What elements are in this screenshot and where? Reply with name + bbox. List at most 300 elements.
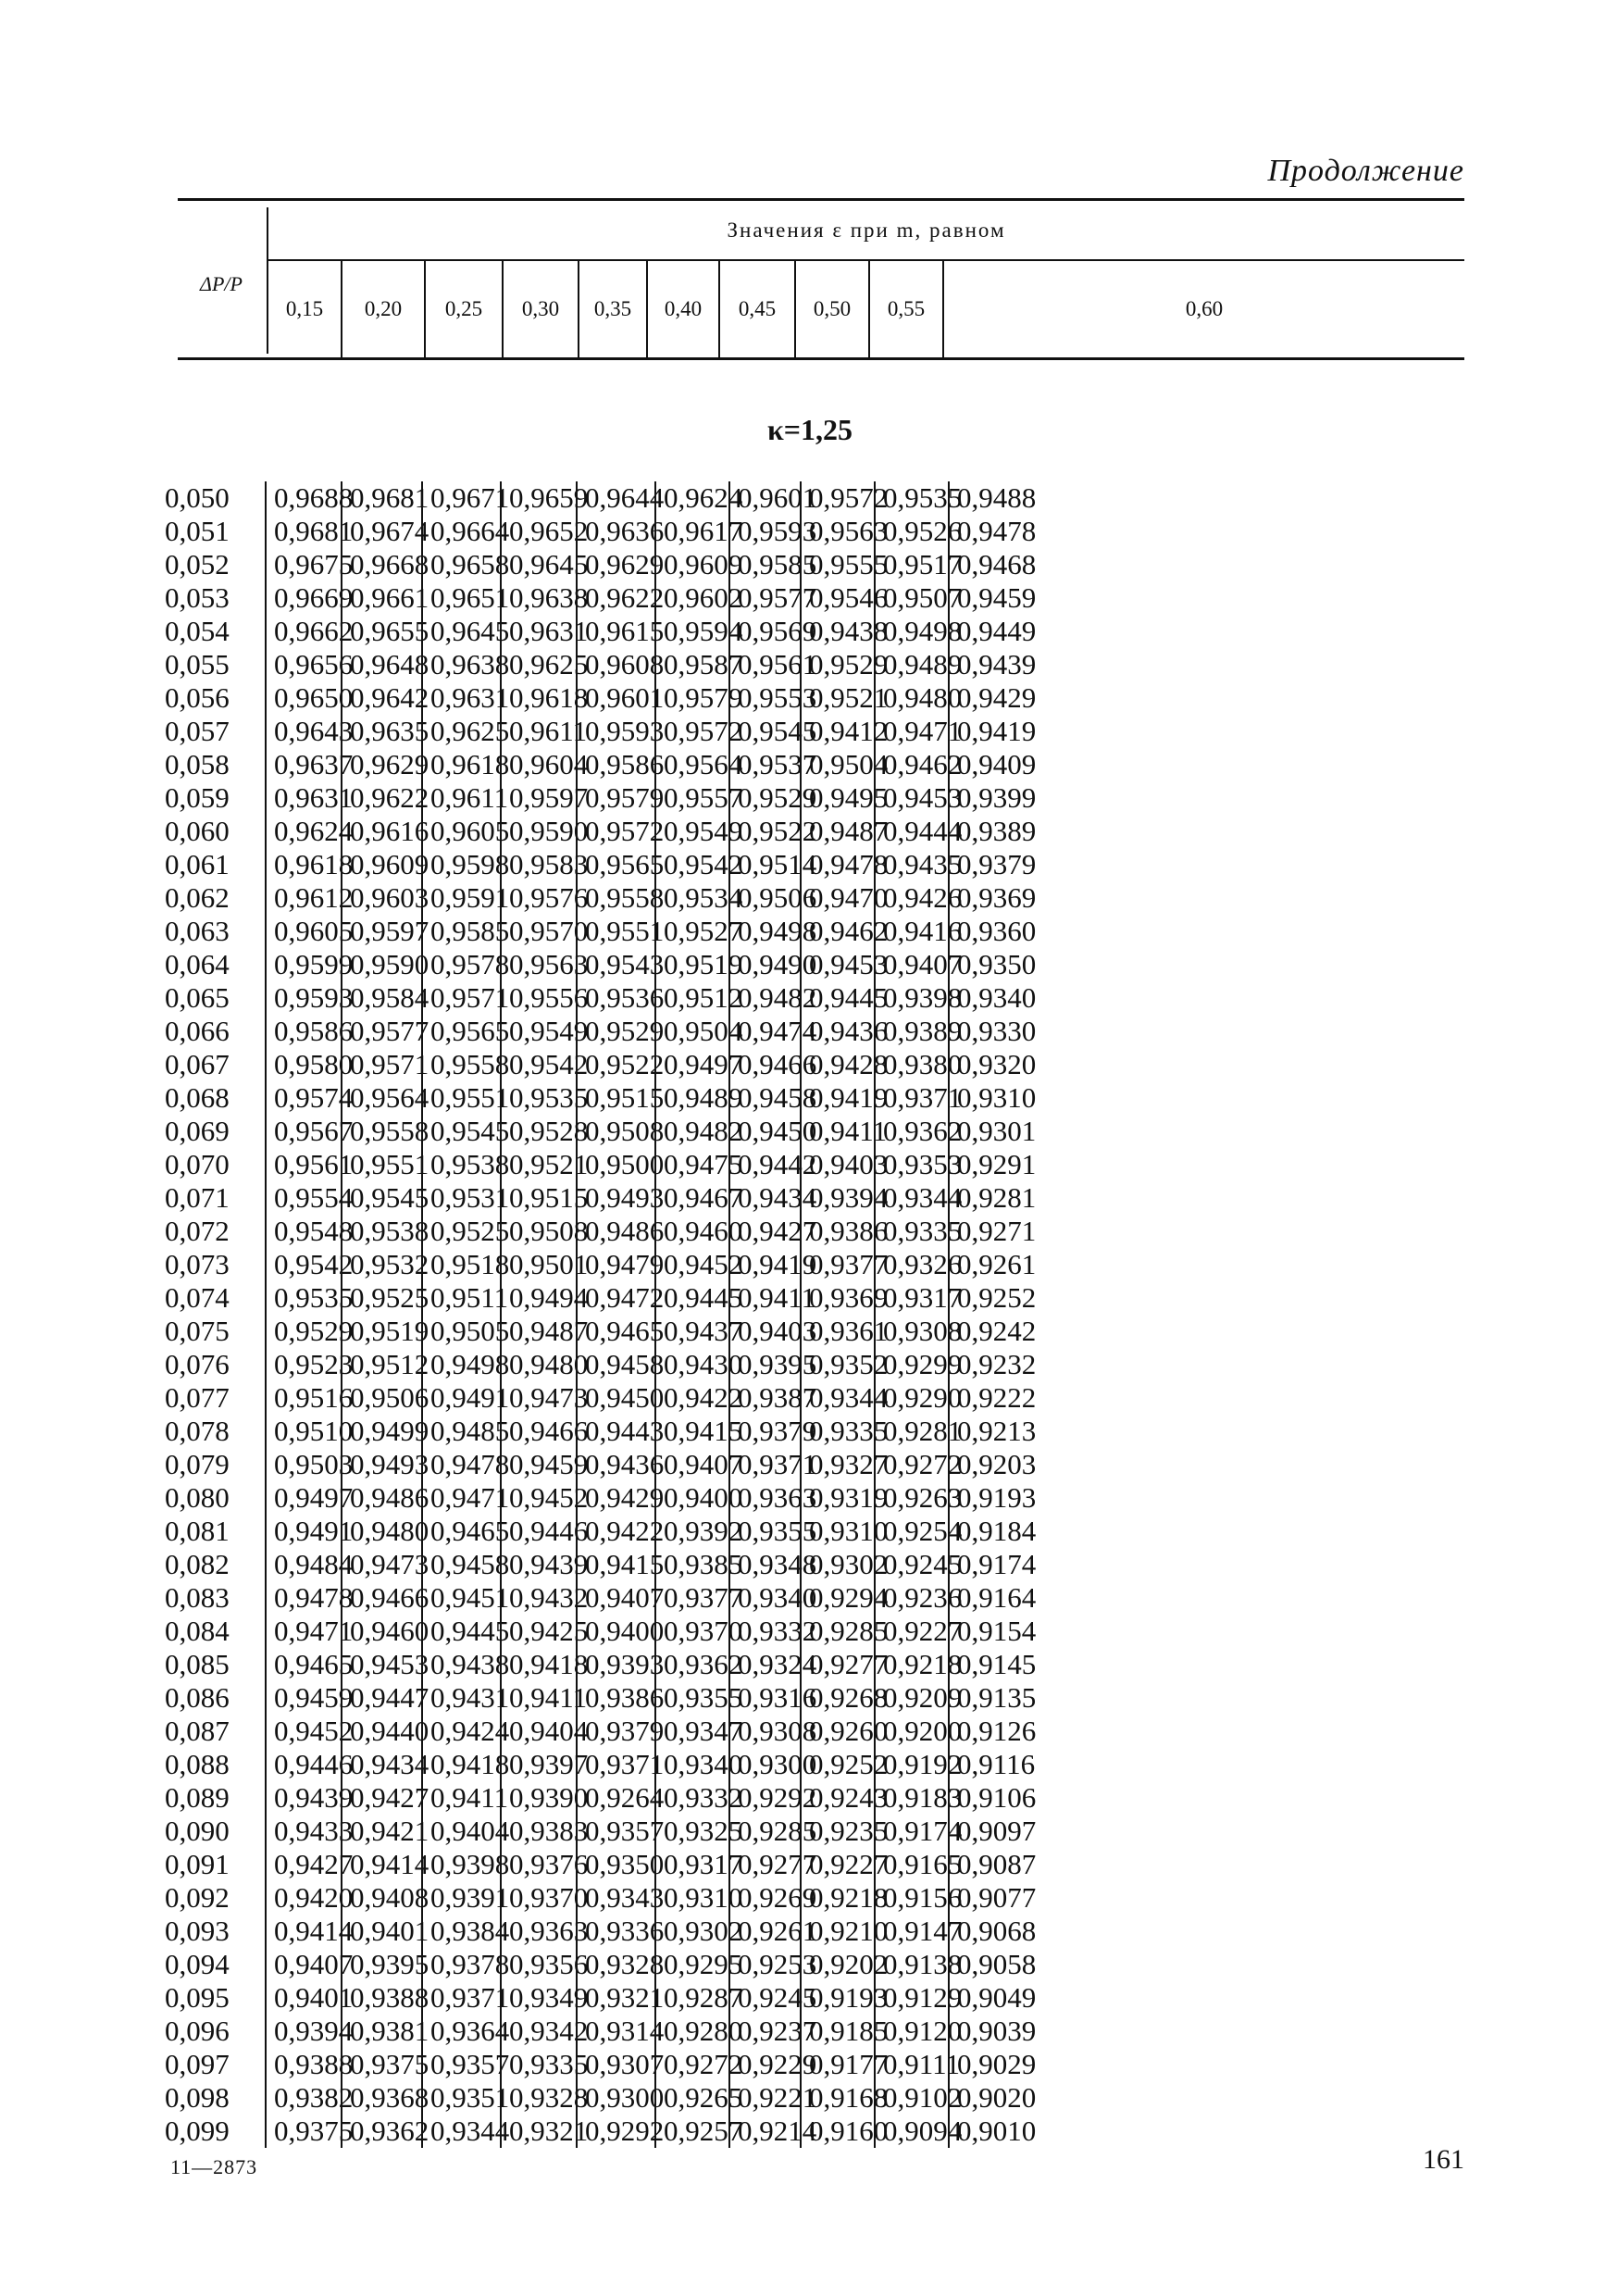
epsilon-cell: 0,9453	[341, 1648, 421, 1681]
epsilon-cell: 0,9418	[421, 1748, 500, 1781]
epsilon-cell: 0,9590	[341, 948, 421, 981]
epsilon-cell: 0,9236	[874, 1581, 948, 1615]
epsilon-cell: 0,9504	[654, 1015, 728, 1048]
column-group-caption: Значения ε при m, равном	[727, 218, 1006, 242]
epsilon-cell: 0,9418	[500, 1648, 576, 1681]
epsilon-cell: 0,9656	[265, 648, 341, 681]
epsilon-cell: 0,9310	[654, 1881, 728, 1915]
epsilon-cell: 0,9491	[265, 1515, 341, 1548]
epsilon-cell: 0,9511	[421, 1281, 500, 1315]
epsilon-cell: 0,9154	[948, 1615, 1022, 1648]
epsilon-cell: 0,9482	[654, 1115, 728, 1148]
epsilon-cell: 0,9332	[728, 1615, 800, 1648]
delta-p-cell: 0,094	[165, 1948, 230, 1980]
table-row	[163, 1581, 1464, 1615]
table-row	[163, 581, 1464, 615]
table-row	[163, 615, 1464, 648]
epsilon-cell: 0,9605	[421, 815, 500, 848]
epsilon-cell: 0,9597	[341, 915, 421, 948]
epsilon-cell: 0,9631	[500, 615, 576, 648]
epsilon-cell: 0,9394	[800, 1181, 874, 1215]
epsilon-cell: 0,9658	[421, 548, 500, 581]
epsilon-cell: 0,9675	[265, 548, 341, 581]
epsilon-cell: 0,9363	[728, 1481, 800, 1515]
epsilon-cell: 0,9542	[500, 1048, 576, 1081]
epsilon-cell: 0,9549	[500, 1015, 576, 1048]
epsilon-cell: 0,9310	[948, 1081, 1022, 1115]
table-row	[163, 1248, 1464, 1281]
epsilon-cell: 0,9411	[800, 1115, 874, 1148]
epsilon-cell: 0,9349	[500, 1981, 576, 2015]
delta-p-cell: 0,097	[165, 2048, 230, 2080]
table-row	[163, 1115, 1464, 1148]
table-row	[163, 1081, 1464, 1115]
epsilon-cell: 0,9471	[874, 715, 948, 748]
epsilon-cell: 0,9308	[874, 1315, 948, 1348]
delta-p-cell: 0,059	[165, 781, 230, 814]
epsilon-cell: 0,9542	[654, 848, 728, 881]
delta-p-cell: 0,088	[165, 1748, 230, 1780]
print-code: 11—2873	[170, 2155, 258, 2178]
epsilon-cell: 0,9500	[576, 1148, 654, 1181]
epsilon-cell: 0,9576	[500, 881, 576, 915]
epsilon-cell: 0,9587	[654, 648, 728, 681]
epsilon-cell: 0,9525	[421, 1215, 500, 1248]
epsilon-cell: 0,9380	[874, 1048, 948, 1081]
epsilon-cell: 0,9424	[421, 1715, 500, 1748]
epsilon-cell: 0,9572	[654, 715, 728, 748]
epsilon-cell: 0,9192	[874, 1748, 948, 1781]
epsilon-cell: 0,9622	[576, 581, 654, 615]
epsilon-cell: 0,9400	[654, 1481, 728, 1515]
epsilon-cell: 0,9445	[800, 981, 874, 1015]
epsilon-cell: 0,9478	[421, 1448, 500, 1481]
epsilon-cell: 0,9450	[728, 1115, 800, 1148]
epsilon-cell: 0,9489	[654, 1081, 728, 1115]
epsilon-cell: 0,9494	[500, 1281, 576, 1315]
epsilon-cell: 0,9459	[500, 1448, 576, 1481]
table-row	[163, 1981, 1464, 2015]
epsilon-cell: 0,9314	[576, 2015, 654, 2048]
epsilon-cell: 0,9355	[654, 1681, 728, 1715]
epsilon-cell: 0,9593	[576, 715, 654, 748]
epsilon-cell: 0,9497	[265, 1481, 341, 1515]
epsilon-cell: 0,9391	[421, 1881, 500, 1915]
epsilon-cell: 0,9414	[265, 1915, 341, 1948]
epsilon-cell: 0,9515	[576, 1081, 654, 1115]
m-header-cell: 0,25	[424, 261, 502, 357]
table-row	[163, 881, 1464, 915]
epsilon-cell: 0,9551	[576, 915, 654, 948]
table-row	[163, 2081, 1464, 2115]
epsilon-cell: 0,9434	[341, 1748, 421, 1781]
epsilon-cell: 0,9319	[800, 1481, 874, 1515]
epsilon-cell: 0,9459	[948, 581, 1022, 615]
epsilon-cell: 0,9363	[500, 1915, 576, 1948]
epsilon-cell: 0,9459	[265, 1681, 341, 1715]
epsilon-cell: 0,9222	[948, 1381, 1022, 1415]
epsilon-cell: 0,9434	[728, 1181, 800, 1215]
epsilon-cell: 0,9446	[500, 1515, 576, 1548]
epsilon-cell: 0,9609	[654, 548, 728, 581]
table-row	[163, 1181, 1464, 1215]
epsilon-cell: 0,9340	[654, 1748, 728, 1781]
epsilon-cell: 0,9340	[948, 981, 1022, 1015]
epsilon-cell: 0,9386	[800, 1215, 874, 1248]
table-row	[163, 1848, 1464, 1881]
epsilon-cell: 0,9420	[265, 1881, 341, 1915]
epsilon-cell: 0,9490	[728, 948, 800, 981]
epsilon-cell: 0,9403	[800, 1148, 874, 1181]
table-row	[163, 1948, 1464, 1981]
table-row	[163, 681, 1464, 715]
epsilon-cell: 0,9393	[576, 1648, 654, 1681]
epsilon-cell: 0,9571	[341, 1048, 421, 1081]
epsilon-cell: 0,9480	[874, 681, 948, 715]
epsilon-cell: 0,9535	[874, 481, 948, 515]
epsilon-cell: 0,9546	[800, 581, 874, 615]
delta-p-cell: 0,092	[165, 1881, 230, 1914]
epsilon-cell: 0,9404	[500, 1715, 576, 1748]
epsilon-cell: 0,9106	[948, 1781, 1022, 1815]
epsilon-cell: 0,9321	[576, 1981, 654, 2015]
epsilon-cell: 0,9147	[874, 1915, 948, 1948]
epsilon-cell: 0,9507	[874, 581, 948, 615]
epsilon-cell: 0,9336	[576, 1915, 654, 1948]
table-header	[178, 198, 1464, 361]
epsilon-cell: 0,9474	[728, 1015, 800, 1048]
epsilon-cell: 0,9528	[500, 1115, 576, 1148]
epsilon-cell: 0,9487	[800, 815, 874, 848]
epsilon-cell: 0,9295	[654, 1948, 728, 1981]
epsilon-cell: 0,9579	[576, 781, 654, 815]
delta-p-cell: 0,078	[165, 1415, 230, 1447]
delta-p-cell: 0,082	[165, 1548, 230, 1580]
epsilon-cell: 0,9408	[341, 1881, 421, 1915]
epsilon-cell: 0,9302	[800, 1548, 874, 1581]
m-header-cell: 0,55	[868, 261, 942, 357]
epsilon-cell: 0,9138	[874, 1948, 948, 1981]
epsilon-cell: 0,9501	[500, 1248, 576, 1281]
epsilon-cell: 0,9662	[265, 615, 341, 648]
epsilon-cell: 0,9439	[500, 1548, 576, 1581]
epsilon-cell: 0,9308	[728, 1715, 800, 1748]
epsilon-cell: 0,9431	[421, 1681, 500, 1715]
delta-p-cell: 0,050	[165, 481, 230, 514]
delta-p-cell: 0,071	[165, 1181, 230, 1214]
table-row	[163, 1815, 1464, 1848]
epsilon-cell: 0,9563	[500, 948, 576, 981]
epsilon-cell: 0,9214	[728, 2115, 800, 2148]
epsilon-cell: 0,9321	[500, 2115, 576, 2148]
epsilon-cell: 0,9499	[341, 1415, 421, 1448]
epsilon-cell: 0,9407	[654, 1448, 728, 1481]
epsilon-cell: 0,9522	[576, 1048, 654, 1081]
epsilon-cell: 0,9399	[948, 781, 1022, 815]
epsilon-cell: 0,9535	[265, 1281, 341, 1315]
epsilon-cell: 0,9617	[654, 515, 728, 548]
epsilon-cell: 0,9638	[500, 581, 576, 615]
epsilon-cell: 0,9498	[728, 915, 800, 948]
delta-p-cell: 0,066	[165, 1015, 230, 1047]
epsilon-cell: 0,9602	[654, 581, 728, 615]
delta-p-cell: 0,062	[165, 881, 230, 914]
table-row	[163, 848, 1464, 881]
epsilon-cell: 0,9401	[341, 1915, 421, 1948]
epsilon-cell: 0,9618	[500, 681, 576, 715]
epsilon-cell: 0,9618	[265, 848, 341, 881]
epsilon-cell: 0,9407	[576, 1581, 654, 1615]
table-row	[163, 648, 1464, 681]
epsilon-cell: 0,9522	[728, 815, 800, 848]
epsilon-cell: 0,9650	[265, 681, 341, 715]
epsilon-cell: 0,9428	[800, 1048, 874, 1081]
table-row	[163, 1515, 1464, 1548]
epsilon-cell: 0,9681	[341, 481, 421, 515]
epsilon-cell: 0,9369	[948, 881, 1022, 915]
epsilon-cell: 0,9580	[265, 1048, 341, 1081]
delta-p-cell: 0,056	[165, 681, 230, 714]
epsilon-cell: 0,9328	[500, 2081, 576, 2115]
delta-p-cell: 0,090	[165, 1815, 230, 1847]
epsilon-cell: 0,9538	[341, 1215, 421, 1248]
epsilon-cell: 0,9625	[500, 648, 576, 681]
epsilon-cell: 0,9526	[874, 515, 948, 548]
epsilon-cell: 0,9478	[265, 1581, 341, 1615]
epsilon-cell: 0,9445	[654, 1281, 728, 1315]
epsilon-cell: 0,9558	[421, 1048, 500, 1081]
epsilon-cell: 0,9604	[500, 748, 576, 781]
epsilon-cell: 0,9605	[265, 915, 341, 948]
epsilon-cell: 0,9561	[265, 1148, 341, 1181]
table-row	[163, 1648, 1464, 1681]
epsilon-cell: 0,9645	[421, 615, 500, 648]
epsilon-cell: 0,9364	[421, 2015, 500, 2048]
epsilon-cell: 0,9111	[874, 2048, 948, 2081]
table-row	[163, 2015, 1464, 2048]
epsilon-cell: 0,9515	[500, 1181, 576, 1215]
epsilon-cell: 0,9439	[265, 1781, 341, 1815]
epsilon-cell: 0,9379	[948, 848, 1022, 881]
epsilon-cell: 0,9213	[948, 1415, 1022, 1448]
epsilon-cell: 0,9302	[654, 1915, 728, 1948]
epsilon-cell: 0,9638	[421, 648, 500, 681]
kappa-label: κ=1,25	[767, 413, 853, 446]
epsilon-cell: 0,9116	[948, 1748, 1022, 1781]
epsilon-cell: 0,9611	[421, 781, 500, 815]
epsilon-cell: 0,9629	[341, 748, 421, 781]
epsilon-cell: 0,9437	[654, 1315, 728, 1348]
epsilon-cell: 0,9616	[341, 815, 421, 848]
epsilon-cell: 0,9551	[421, 1081, 500, 1115]
epsilon-cell: 0,9442	[728, 1148, 800, 1181]
epsilon-cell: 0,9419	[948, 715, 1022, 748]
delta-p-cell: 0,065	[165, 981, 230, 1014]
epsilon-cell: 0,9510	[265, 1415, 341, 1448]
m-header-cell: 0,60	[942, 261, 1464, 357]
epsilon-cell: 0,9625	[421, 715, 500, 748]
epsilon-cell: 0,9407	[265, 1948, 341, 1981]
epsilon-cell: 0,9453	[874, 781, 948, 815]
epsilon-cell: 0,9414	[341, 1848, 421, 1881]
epsilon-cell: 0,9020	[948, 2081, 1022, 2115]
epsilon-cell: 0,9184	[948, 1515, 1022, 1548]
epsilon-cell: 0,9376	[500, 1848, 576, 1881]
epsilon-cell: 0,9324	[728, 1648, 800, 1681]
epsilon-cell: 0,9264	[576, 1781, 654, 1815]
epsilon-cell: 0,9257	[654, 2115, 728, 2148]
table-row	[163, 715, 1464, 748]
epsilon-cell: 0,9532	[341, 1248, 421, 1281]
epsilon-cell: 0,9536	[576, 981, 654, 1015]
epsilon-cell: 0,9415	[576, 1548, 654, 1581]
epsilon-cell: 0,9466	[500, 1415, 576, 1448]
epsilon-cell: 0,9299	[874, 1348, 948, 1381]
epsilon-cell: 0,9369	[800, 1281, 874, 1315]
epsilon-cell: 0,9351	[421, 2081, 500, 2115]
epsilon-cell: 0,9272	[874, 1448, 948, 1481]
epsilon-cell: 0,9422	[576, 1515, 654, 1548]
table-row	[163, 1215, 1464, 1248]
epsilon-cell: 0,9183	[874, 1781, 948, 1815]
epsilon-cell: 0,9389	[948, 815, 1022, 848]
epsilon-cell: 0,9261	[948, 1248, 1022, 1281]
epsilon-cell: 0,9480	[341, 1515, 421, 1548]
epsilon-cell: 0,9277	[800, 1648, 874, 1681]
epsilon-cell: 0,9390	[500, 1781, 576, 1815]
epsilon-cell: 0,9449	[948, 615, 1022, 648]
delta-p-cell: 0,091	[165, 1848, 230, 1880]
table-row	[163, 1481, 1464, 1515]
epsilon-cell: 0,9569	[728, 615, 800, 648]
epsilon-cell: 0,9538	[421, 1148, 500, 1181]
epsilon-cell: 0,9426	[874, 881, 948, 915]
delta-p-cell: 0,083	[165, 1581, 230, 1614]
epsilon-cell: 0,9618	[421, 748, 500, 781]
epsilon-cell: 0,9202	[800, 1948, 874, 1981]
epsilon-cell: 0,9200	[874, 1715, 948, 1748]
epsilon-cell: 0,9371	[421, 1981, 500, 2015]
epsilon-cell: 0,9145	[948, 1648, 1022, 1681]
epsilon-cell: 0,9478	[800, 848, 874, 881]
epsilon-cell: 0,9348	[728, 1548, 800, 1581]
epsilon-cell: 0,9615	[576, 615, 654, 648]
epsilon-cell: 0,9624	[265, 815, 341, 848]
epsilon-cell: 0,9395	[728, 1348, 800, 1381]
epsilon-cell: 0,9237	[728, 2015, 800, 2048]
epsilon-cell: 0,9343	[576, 1881, 654, 1915]
delta-p-cell: 0,074	[165, 1281, 230, 1314]
epsilon-cell: 0,9328	[576, 1948, 654, 1981]
epsilon-cell: 0,9397	[500, 1748, 576, 1781]
epsilon-cell: 0,9521	[500, 1148, 576, 1181]
epsilon-cell: 0,9577	[728, 581, 800, 615]
epsilon-cell: 0,9430	[654, 1348, 728, 1381]
epsilon-cell: 0,9465	[421, 1515, 500, 1548]
delta-p-cell: 0,095	[165, 1981, 230, 2014]
epsilon-cell: 0,9291	[948, 1148, 1022, 1181]
epsilon-cell: 0,9443	[576, 1415, 654, 1448]
epsilon-cell: 0,9290	[874, 1381, 948, 1415]
epsilon-cell: 0,9518	[421, 1248, 500, 1281]
epsilon-cell: 0,9427	[341, 1781, 421, 1815]
epsilon-cell: 0,9280	[654, 2015, 728, 2048]
epsilon-cell: 0,9379	[728, 1415, 800, 1448]
epsilon-cell: 0,9411	[500, 1681, 576, 1715]
epsilon-cell: 0,9235	[800, 1815, 874, 1848]
table-row	[163, 1681, 1464, 1715]
epsilon-cell: 0,9506	[728, 881, 800, 915]
epsilon-cell: 0,9243	[800, 1781, 874, 1815]
epsilon-cell: 0,9519	[654, 948, 728, 981]
delta-p-cell: 0,052	[165, 548, 230, 580]
epsilon-cell: 0,9637	[265, 748, 341, 781]
epsilon-cell: 0,9387	[728, 1381, 800, 1415]
epsilon-cell: 0,9467	[654, 1181, 728, 1215]
epsilon-cell: 0,9504	[800, 748, 874, 781]
epsilon-cell: 0,9622	[341, 781, 421, 815]
epsilon-cell: 0,9285	[800, 1615, 874, 1648]
epsilon-cell: 0,9407	[874, 948, 948, 981]
epsilon-cell: 0,9227	[800, 1848, 874, 1881]
epsilon-cell: 0,9557	[654, 781, 728, 815]
epsilon-cell: 0,9450	[576, 1381, 654, 1415]
epsilon-cell: 0,9029	[948, 2048, 1022, 2081]
epsilon-cell: 0,9242	[948, 1315, 1022, 1348]
epsilon-cell: 0,9209	[874, 1681, 948, 1715]
table-row	[163, 1381, 1464, 1415]
epsilon-cell: 0,9425	[500, 1615, 576, 1648]
epsilon-cell: 0,9599	[265, 948, 341, 981]
epsilon-cell: 0,9468	[948, 548, 1022, 581]
epsilon-cell: 0,9531	[421, 1181, 500, 1215]
epsilon-cell: 0,9269	[728, 1881, 800, 1915]
epsilon-cell: 0,9362	[654, 1648, 728, 1681]
epsilon-cell: 0,9493	[576, 1181, 654, 1215]
epsilon-cell: 0,9452	[265, 1715, 341, 1748]
epsilon-cell: 0,9612	[265, 881, 341, 915]
epsilon-cell: 0,9542	[265, 1248, 341, 1281]
epsilon-cell: 0,9645	[500, 548, 576, 581]
epsilon-cell: 0,9462	[800, 915, 874, 948]
epsilon-cell: 0,9416	[874, 915, 948, 948]
epsilon-cell: 0,9475	[654, 1148, 728, 1181]
epsilon-cell: 0,9300	[728, 1748, 800, 1781]
epsilon-cell: 0,9210	[800, 1915, 874, 1948]
epsilon-cell: 0,9326	[874, 1248, 948, 1281]
delta-p-cell: 0,089	[165, 1781, 230, 1814]
epsilon-cell: 0,9651	[421, 581, 500, 615]
epsilon-cell: 0,9564	[341, 1081, 421, 1115]
epsilon-cell: 0,9466	[728, 1048, 800, 1081]
epsilon-cell: 0,9548	[265, 1215, 341, 1248]
table-row	[163, 1715, 1464, 1748]
epsilon-cell: 0,9281	[874, 1415, 948, 1448]
epsilon-cell: 0,9415	[654, 1415, 728, 1448]
epsilon-cell: 0,9508	[576, 1115, 654, 1148]
epsilon-cell: 0,9458	[728, 1081, 800, 1115]
epsilon-cell: 0,9164	[948, 1581, 1022, 1615]
delta-p-cell: 0,067	[165, 1048, 230, 1080]
table-row	[163, 1048, 1464, 1081]
epsilon-cell: 0,9253	[728, 1948, 800, 1981]
epsilon-cell: 0,9470	[800, 881, 874, 915]
epsilon-cell: 0,9352	[800, 1348, 874, 1381]
delta-p-cell: 0,073	[165, 1248, 230, 1280]
epsilon-cell: 0,9203	[948, 1448, 1022, 1481]
table-row	[163, 1348, 1464, 1381]
epsilon-table	[163, 481, 1464, 2148]
